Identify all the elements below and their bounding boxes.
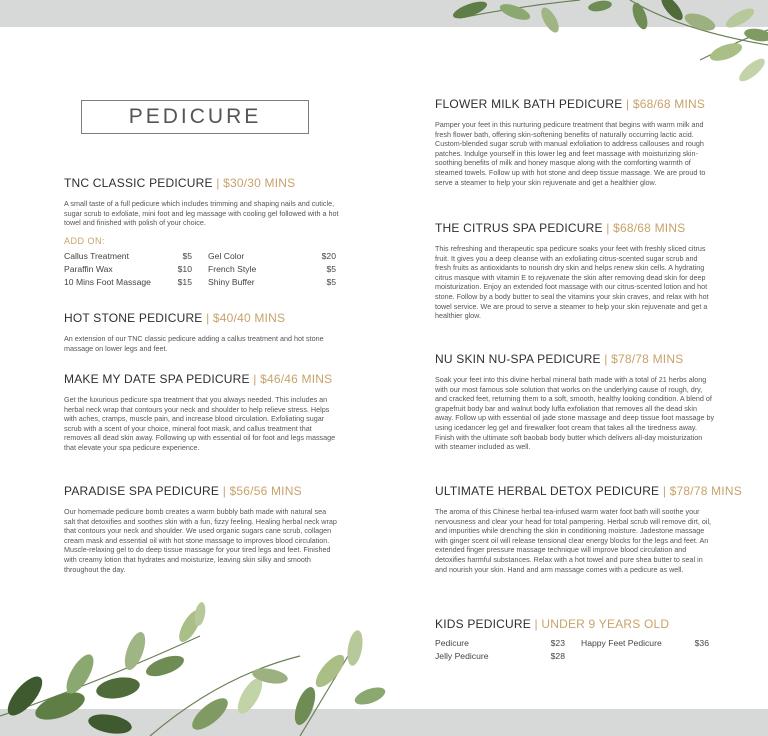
- section-herbal-detox: [435, 484, 742, 574]
- addon-item-label: Gel Color: [208, 251, 245, 261]
- addon-item-price: $5: [326, 264, 336, 274]
- addon-item-price: $15: [177, 277, 192, 287]
- section-tnc-classic: [64, 176, 339, 246]
- service-description: The aroma of this Chinese herbal tea-infused warm water foot bath will soothe your nervousness and clear your head for total pampering. Herbal scrub will remove dirt, oil, and impurities while drenching the skin in conditioning moisture. Jadestone massage with ginger scent oil will release tensional clear energy blocks for the legs and feet. An extended finger pressure massage technique will improve blood circulation and detoxifies harmful substances. Relax with a hot towel and pure shea butter to seal in and nourish your skin. Hand and arm massage comes with a pedicure as well.: [435, 507, 712, 574]
- section-paradise: [64, 484, 339, 574]
- divider: |: [606, 221, 614, 235]
- service-name: HOT STONE PEDICURE: [64, 311, 203, 325]
- service-price: $30/30 MINS: [223, 176, 296, 190]
- kids-item-label: Happy Feet Pedicure: [581, 638, 662, 648]
- service-name: MAKE MY DATE SPA PEDICURE: [64, 372, 250, 386]
- section-heading: [64, 484, 339, 498]
- section-kids: [435, 617, 715, 631]
- service-name: NU SKIN NU-SPA PEDICURE: [435, 352, 601, 366]
- service-description: An extension of our TNC classic pedicure adding a callus treatment and hot stone massage on lower legs and feet.: [64, 334, 324, 353]
- section-heading: [64, 176, 339, 190]
- divider: |: [662, 484, 670, 498]
- page-title: PEDICURE: [128, 105, 262, 128]
- divider: |: [626, 97, 633, 111]
- section-citrus: [435, 221, 715, 321]
- service-description: This refreshing and therapeutic spa pedicure soaks your feet with freshly sliced citrus fruit. It gives you a deep cleanse with an exfoliating citrus-scented sugar scrub and fresh fruits as antioxidants to nourish dry skin and helps renew skin cells. A hydrating citrus masque with vitamin E to rejuvenate the skin after removing dead skin for deep moisturization. Enjoy an extended foot massage with our citrus-scented lotion and hot stone. Follow by a body butter to seal the vitamins your skin craves, and relax with hot towel service. We are proud to serve a steamer to help your skin rejuvenate and get a healthier glow.: [435, 244, 709, 321]
- section-heading: [435, 97, 715, 111]
- service-description: A small taste of a full pedicure which includes trimming and shaping nails and cuticle, sugar scrub to exfoliate, mini foot and leg massage with cooling gel followed with a hot towel and finished with polish of your choice.: [64, 199, 339, 228]
- kids-price-list: [435, 638, 715, 666]
- addon-item-label: Callus Treatment: [64, 251, 129, 261]
- service-description: Soak your feet into this divine herbal mineral bath made with a total of 21 herbs along with our most famous sole solution that works on the underlying cause of rough, dry, and cracked feet, returning them to a soft, smooth, healthy looking condition. A blend of grapefruit body bar and walnut body luffa exfoliation that removes all the dead skin away. Follow up with essential oil jade stone massage and deep tissue foot massage by using icedancer leg gel and firewalker foot cream that takes all the tiredness away. Finish with the ultimate soft baobab body butter which delivers all-day moisturization with steamer included as well.: [435, 375, 715, 452]
- service-price: $78/78 MINS: [669, 484, 742, 498]
- divider: |: [222, 484, 230, 498]
- section-heading: [64, 372, 339, 386]
- kids-item-label: Pedicure: [435, 638, 469, 648]
- addon-item-price: $20: [321, 251, 336, 261]
- addon-item-label: Paraffin Wax: [64, 264, 113, 274]
- service-description: Our homemade pedicure bomb creates a warm bubbly bath made with natural sea salt that detoxifies and soothes skin with a fun, fizzy feeling. Healing herbal neck wrap that contours your neck and shoulder. We used organic sugars cane scrub, collagen cream mask and essential oil with hot stone massage to improves blood circulation. Muscle-relaxing gel to do deep tissue massage for your tired legs and feet. Finished with creamy lotion that hydrates and moisturize, leaving skin silky and smooth throughout the day.: [64, 507, 337, 574]
- service-description: Get the luxurious pedicure spa treatment that you always needed. This includes an herbal neck wrap that contours your neck and shoulder to help relieve stress. Helps with aches, cramps, muscle pain, and increase blood circulation. Exfoliating sugar scrub with a scent of your choice, mineral foot mask, and callus treatment that removes all dead skin away. Following up with essential oil for foot and legs massage that elevate your spa pedicure experience.: [64, 395, 336, 452]
- divider: |: [216, 176, 224, 190]
- service-price: $56/56 MINS: [229, 484, 302, 498]
- addon-item-label: Shiny Buffer: [208, 277, 255, 287]
- service-price: $78/78 MINS: [611, 352, 684, 366]
- kids-item-price: $36: [694, 638, 709, 648]
- section-heading: [435, 484, 742, 498]
- kids-item-price: $23: [550, 638, 565, 648]
- service-price: $68/68 MINS: [632, 97, 706, 111]
- divider: |: [206, 311, 213, 325]
- service-name: KIDS PEDICURE: [435, 617, 531, 631]
- addon-item-label: 10 Mins Foot Massage: [64, 277, 151, 287]
- addon-label: ADD ON:: [64, 235, 106, 246]
- section-flower-milk: [435, 97, 715, 187]
- service-name: ULTIMATE HERBAL DETOX PEDICURE: [435, 484, 660, 498]
- page-title-box: [81, 100, 309, 134]
- section-heading: [64, 311, 339, 325]
- section-hot-stone: [64, 311, 339, 353]
- addon-item-price: $5: [326, 277, 336, 287]
- service-price: $68/68 MINS: [613, 221, 686, 235]
- section-heading: [435, 221, 715, 235]
- divider: |: [534, 617, 542, 631]
- section-nu-skin: [435, 352, 715, 452]
- leaf-decoration-top-right: [440, 0, 768, 100]
- addon-item-price: $5: [182, 251, 192, 261]
- divider: |: [253, 372, 261, 386]
- addon-item-price: $10: [177, 264, 192, 274]
- service-name: FLOWER MILK BATH PEDICURE: [435, 97, 623, 111]
- service-price: UNDER 9 YEARS OLD: [541, 617, 670, 631]
- service-name: THE CITRUS SPA PEDICURE: [435, 221, 603, 235]
- service-name: PARADISE SPA PEDICURE: [64, 484, 220, 498]
- kids-item-price: $28: [550, 651, 565, 661]
- section-heading: [435, 617, 715, 631]
- section-heading: [435, 352, 715, 366]
- service-price: $46/46 MINS: [260, 372, 333, 386]
- service-description: Pamper your feet in this nurturing pedicure treatment that begins with warm milk and fresh flower bath, offering skin-softening benefits of naturally occurring lactic acid. Custom-blended sugar scrub with manual exfoliation to address callouses and rough patches. Indulge yourself in this lower leg and feet massage with moisturizing skin-soothing benefits of milk and honey masque along with the comforting warmth of steamed towels. Follow up with hot stone and deep tissue massage. We are proud to serve a steamer to help your skin rejuvenate and get a healthier glow.: [435, 120, 706, 187]
- service-price: $40/40 MINS: [212, 311, 286, 325]
- kids-item-label: Jelly Pedicure: [435, 651, 489, 661]
- section-make-my-date: [64, 372, 339, 453]
- leaf-decoration-bottom-left: [0, 596, 420, 736]
- addon-item-label: French Style: [208, 264, 257, 274]
- addon-list: [64, 251, 340, 291]
- divider: |: [604, 352, 612, 366]
- service-name: TNC CLASSIC PEDICURE: [64, 176, 213, 190]
